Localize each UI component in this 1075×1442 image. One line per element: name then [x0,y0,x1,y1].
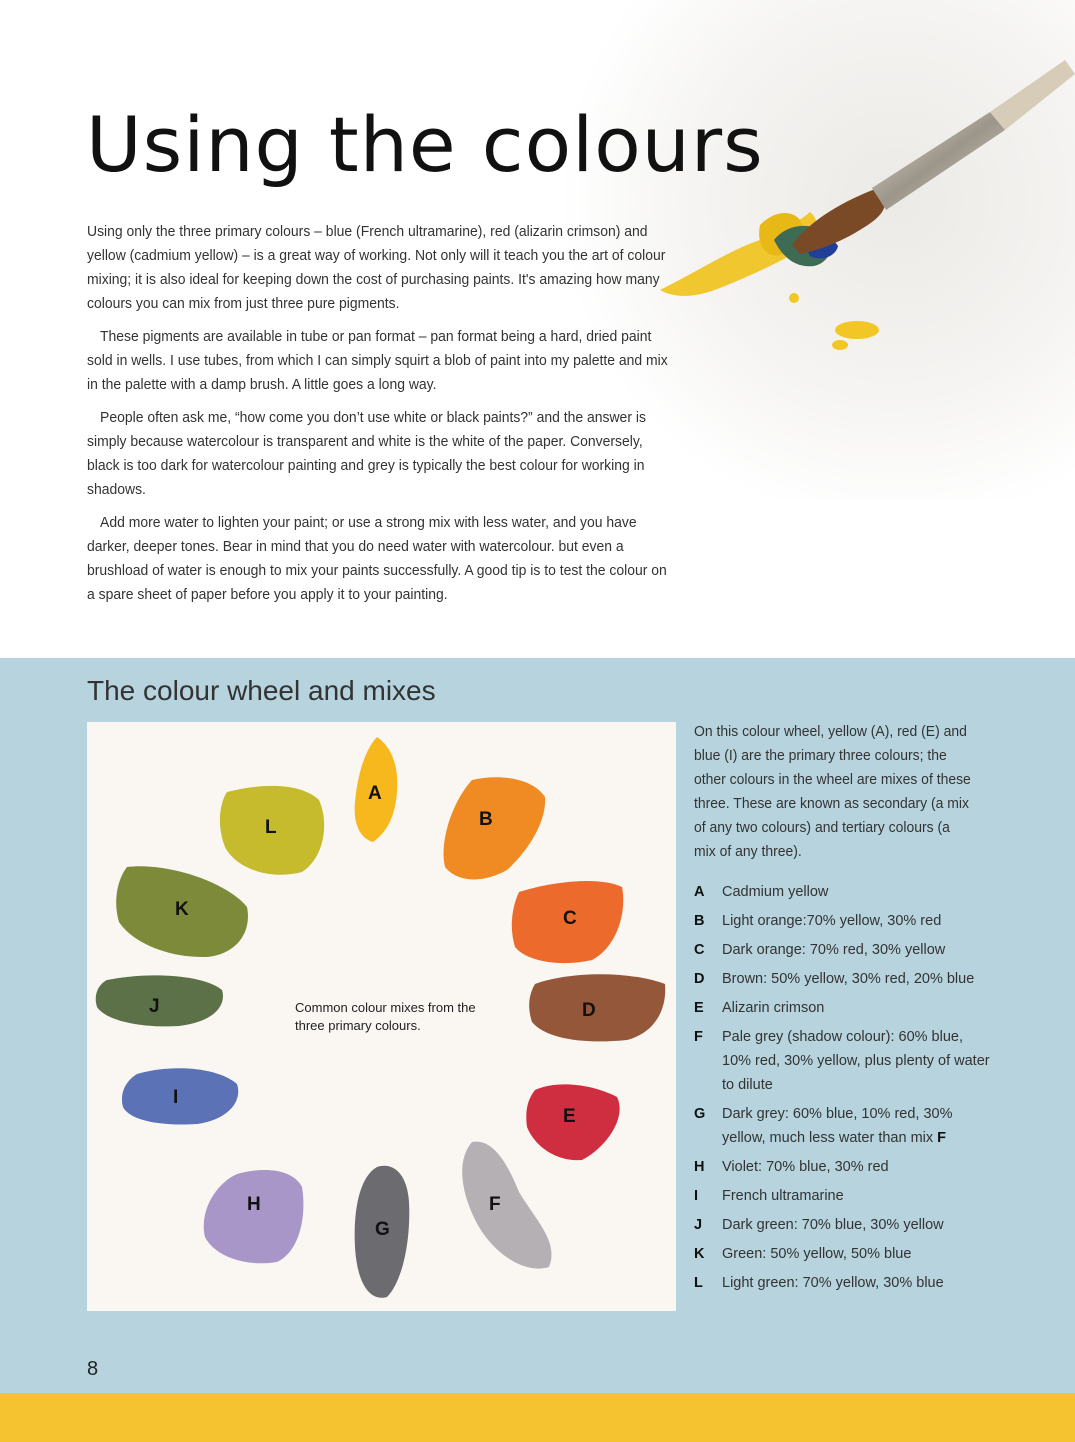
legend-item [694,880,994,904]
legend-letter: B [694,913,705,929]
legend-text: Alizarin crimson [722,1000,825,1016]
legend-item [694,1242,994,1266]
swatch-label-l: L [265,817,277,838]
legend-item [694,1271,994,1295]
legend-letter: G [694,1106,706,1122]
legend-text: Dark green: 70% blue, 30% yellow [722,1217,944,1233]
swatch-label-f: F [489,1194,501,1215]
legend-item [694,1213,994,1237]
legend-letter: J [694,1217,703,1233]
swatch-label-j: J [149,996,160,1017]
swatch-label-b: B [479,809,493,830]
legend-item [694,996,994,1020]
legend-letter: K [694,1246,705,1262]
colour-wheel-image [87,722,676,1311]
legend-text: Violet: 70% blue, 30% red [722,1159,889,1175]
wheel-explanation [694,720,994,864]
swatch-f [462,1142,551,1269]
swatch-label-e: E [563,1106,576,1127]
legend-text: Light orange:70% yellow, 30% red [722,913,942,929]
legend-letter: L [694,1275,703,1291]
swatch-label-c: C [563,908,577,929]
swatch-label-g: G [375,1219,390,1240]
swatch-label-a: A [368,783,382,804]
legend-text: Dark grey: 60% blue, 10% red, 30% yellow, much less water than mix [722,1106,953,1146]
legend-letter: A [694,884,705,900]
legend-letter: F [694,1029,703,1045]
legend-letter: C [694,942,705,958]
swatch-label-k: K [175,899,189,920]
page-title: Using the colours [86,100,764,189]
swatch-label-d: D [582,1000,596,1021]
swatch-label-i: I [173,1087,179,1108]
intro-paragraph: Add more water to lighten your paint; or use a strong mix with less water, and you have darker, deeper tones. Bear in mind that you do need water with watercolour. but even a brushload of water is enough to mix your paints successfully. A good tip is to test the colour on a spare sheet of paper before you apply it to your painting. [87,514,667,603]
intro-paragraph: Using only the three primary colours – blue (French ultramarine), red (alizarin crimson) and yellow (cadmium yellow) – is a great way of working. Not only will it teach you the art of colour mixing; it is also ideal for keeping down the cost of purchasing paints. It's amazing how many colours you can mix from just three pure pigments. [87,223,666,312]
legend-text: Light green: 70% yellow, 30% blue [722,1275,944,1291]
legend-text: Cadmium yellow [722,884,829,900]
legend-letter: E [694,1000,704,1016]
swatch-i [122,1068,238,1124]
swatch-label-h: H [247,1194,261,1215]
legend-item [694,1155,994,1179]
legend-mix-reference: F [937,1130,947,1146]
swatch-d [529,974,665,1041]
legend-item [694,909,994,933]
legend-text: Dark orange: 70% red, 30% yellow [722,942,946,958]
wheel-explanation-text: On this colour wheel, yellow (A), red (E) and blue (I) are the primary three colours; the other colours in the wheel are mixes of these three. These are known as secondary (a mix of any two colours) and tertiary colours (a mix of any three). [694,723,971,860]
legend-text: French ultramarine [722,1188,844,1204]
legend-text: Pale grey (shadow colour): 60% blue, 10% red, 30% yellow, plus plenty of water to dilute [722,1029,990,1093]
legend-text: Green: 50% yellow, 50% blue [722,1246,912,1262]
footer-bar [0,1393,1075,1442]
section-heading: The colour wheel and mixes [87,675,436,706]
legend-item [694,938,994,962]
legend-letter: I [694,1188,699,1204]
intro-paragraph: People often ask me, “how come you don’t use white or black paints?” and the answer is simply because watercolour is transparent and white is the white of the paper. Conversely, black is too dark for watercolour painting and grey is typically the best colour for working in shadows. [87,409,646,498]
legend-item [694,1184,994,1208]
swatch-b [444,777,546,879]
intro-paragraph: These pigments are available in tube or pan format – pan format being a hard, dried paint sold in wells. I use tubes, from which I can simply squirt a blob of paint into my palette and mix in the palette with a damp brush. A little goes a long way. [87,328,668,393]
legend-item [694,1025,994,1097]
mix-legend [694,880,994,1300]
legend-item [694,967,994,991]
legend-letter: H [694,1159,705,1175]
wheel-caption: Common colour mixes from the three primary colours. [295,1000,476,1033]
legend-item [694,1102,994,1150]
intro-text [87,220,677,616]
legend-text: Brown: 50% yellow, 30% red, 20% blue [722,971,975,987]
legend-letter: D [694,971,705,987]
swatch-h [204,1170,304,1263]
page-number: 8 [87,1358,99,1380]
